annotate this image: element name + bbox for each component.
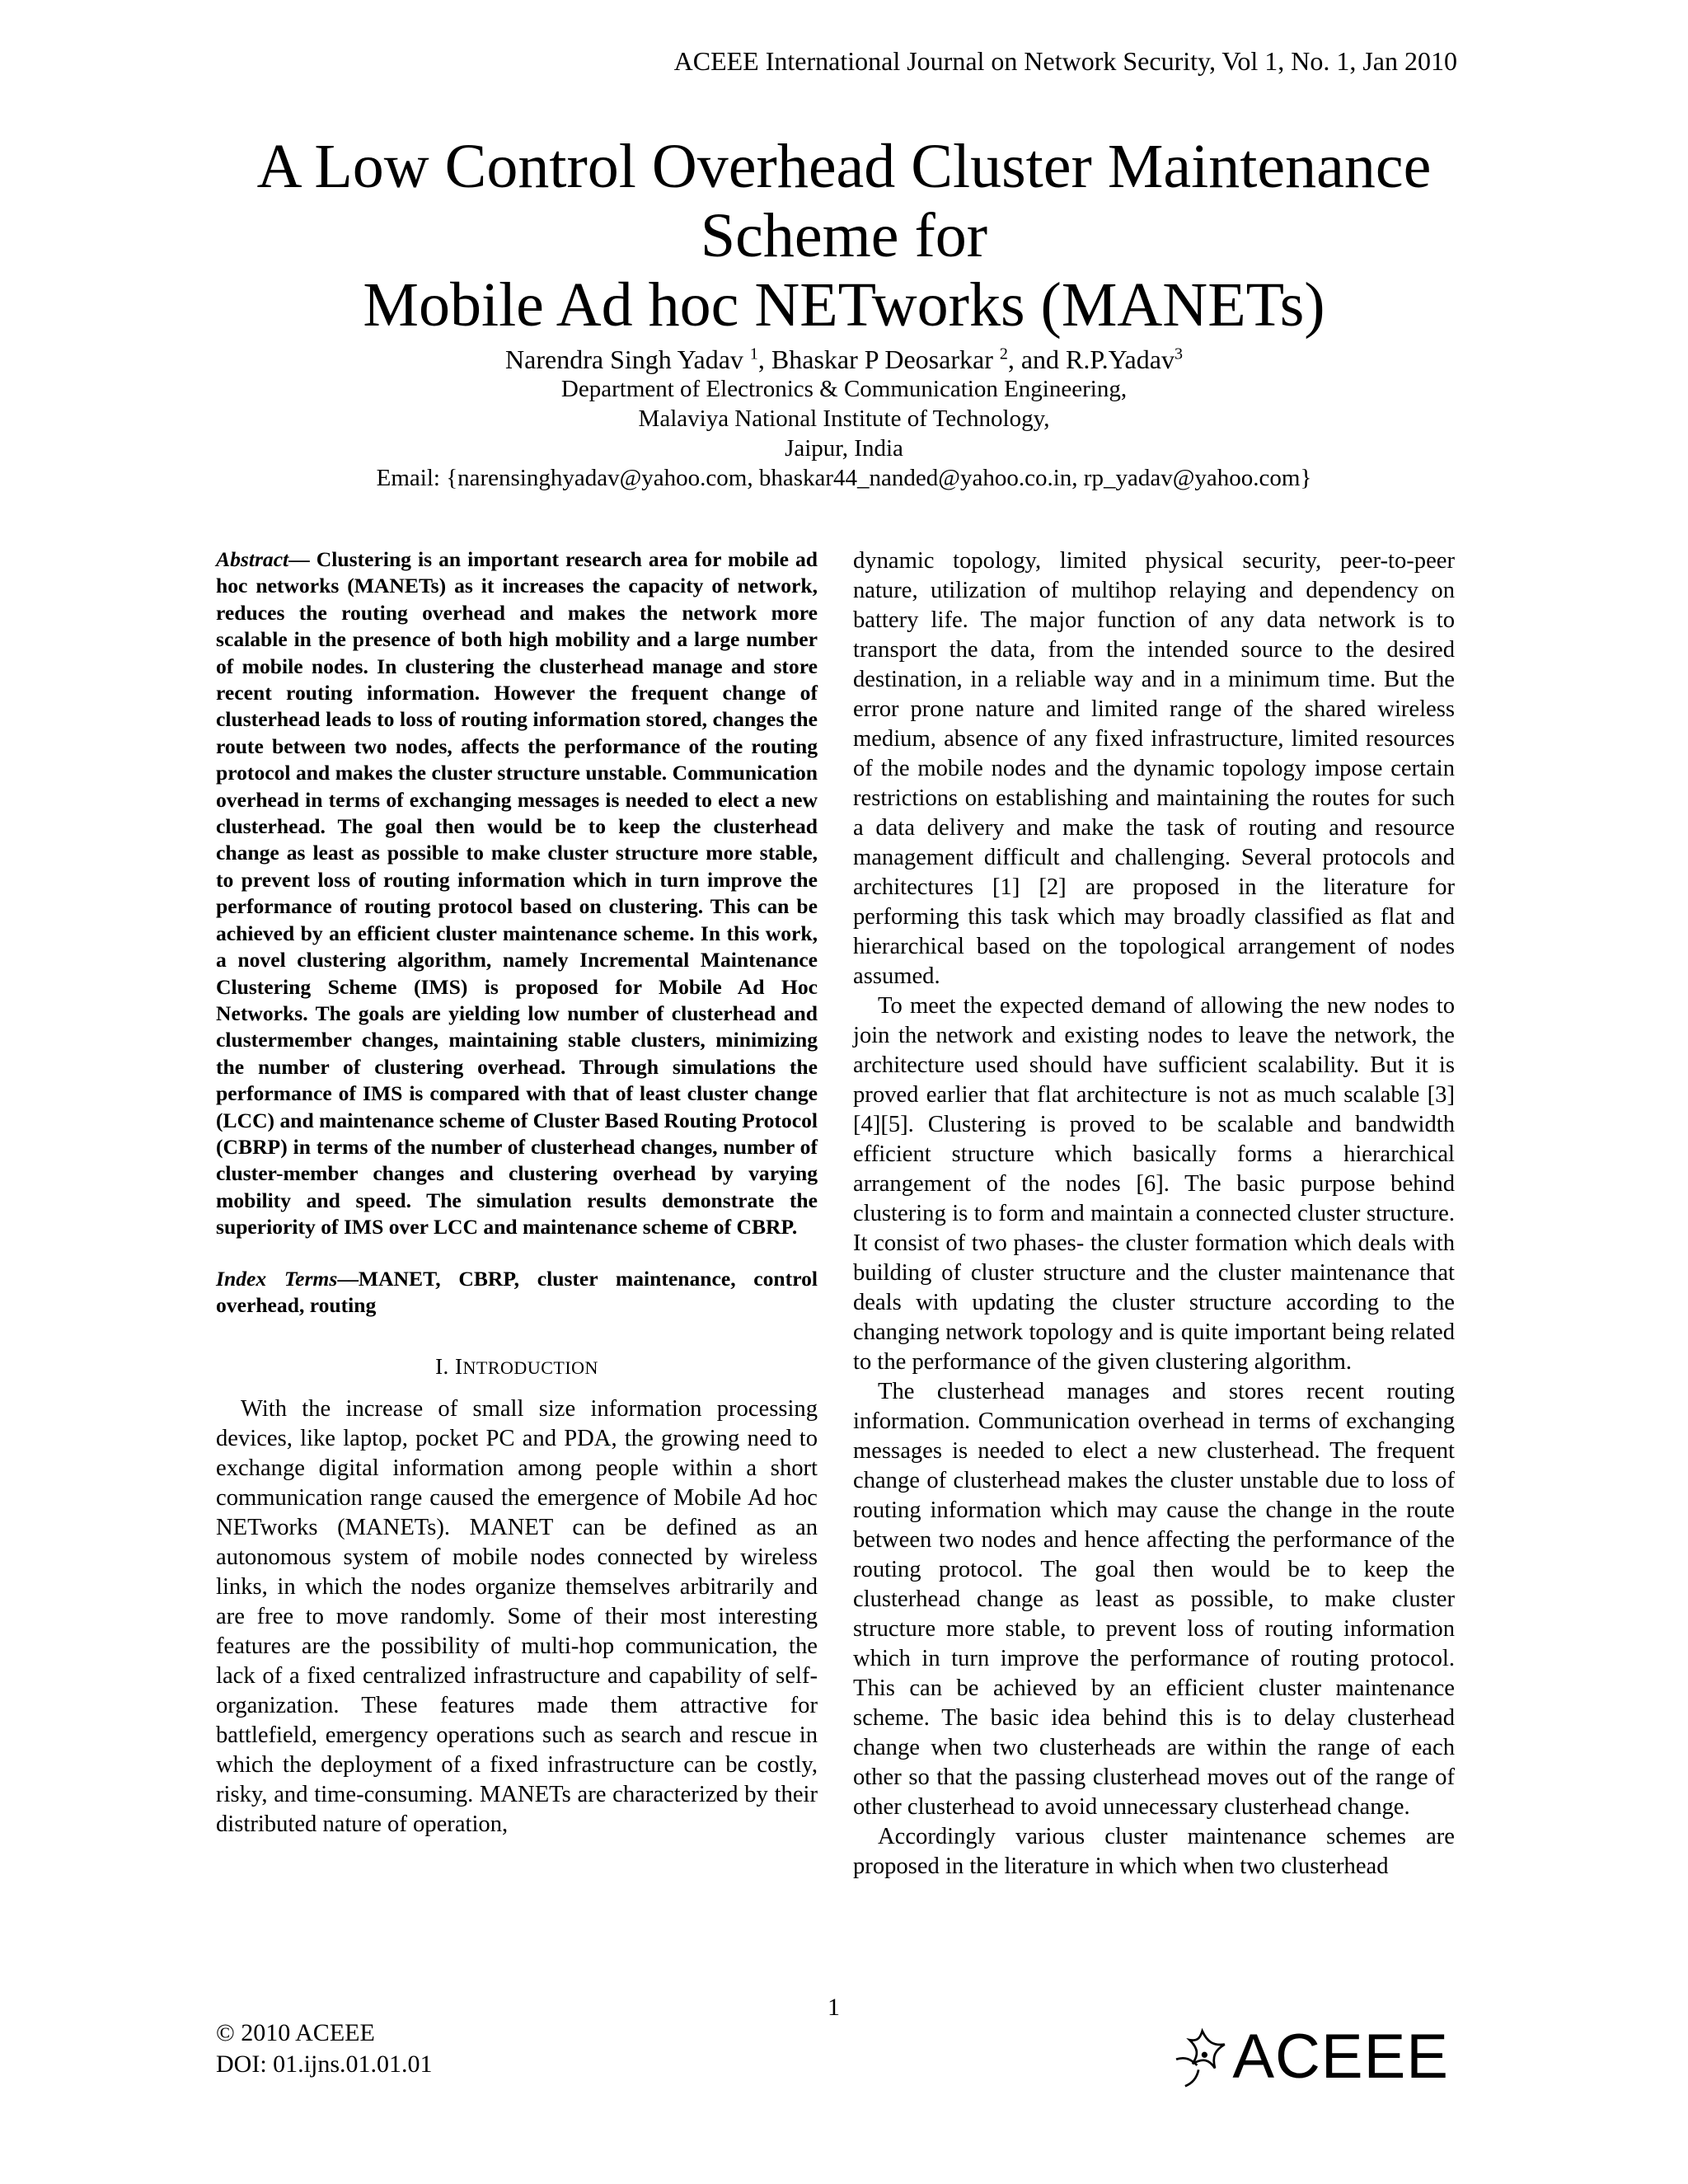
abstract-label: Abstract [216,547,289,571]
author-emails: Email: {narensinghyadav@yahoo.com, bhaskar44_nanded@yahoo.co.in, rp_yadav@yahoo.com} [376,465,1312,491]
index-terms [216,1266,818,1319]
author-3: , and R.P.Yadav [1007,344,1175,374]
abstract-text: Clustering is an important research area for mobile ad hoc networks (MANETs) as it increases the capacity of network, reduces the routing overhead and makes the network more scalable in the presence of both high mobility and a large number of mobile nodes. In clustering the clusterhead manage and store recent routing information. However the frequent change of clusterhead leads to loss of routing information stored, changes the route between two nodes, affects the performance of the routing protocol and makes the cluster structure unstable. Communication overhead in terms of exchanging messages is needed to elect a new clusterhead. The goal then would be to keep the clusterhead change as least as possible to make cluster structure more stable, to prevent loss of routing information which in turn improve the performance of routing protocol based on clustering. This can be achieved by an efficient cluster maintenance scheme. In this work, a novel clustering algorithm, namely Incremental Maintenance Clustering Scheme (IMS) is proposed for Mobile Ad Hoc Networks. The goals are yielding low number of clusterhead and clustermember changes, maintaining stable clusters, minimizing the number of clustering overhead. Through simulations the performance of IMS is compared with that of least cluster change (LCC) and maintenance scheme of Cluster Based Routing Protocol (CBRP) in terms of the number of clusterhead changes, number of cluster-member changes and clustering overhead by varying mobility and speed. The simulation results demonstrate the superiority of IMS over LCC and maintenance scheme of CBRP. [216,547,818,1240]
abstract-dash: — [288,547,316,571]
paper-title-line-2: Scheme for [700,201,988,270]
author-3-affil: 3 [1174,344,1183,363]
section-heading-numeral: I. I [435,1354,463,1380]
aceee-logo [1169,2018,1449,2097]
author-1-affil: 1 [749,344,758,363]
logo-text: ACEEE [1232,2022,1449,2092]
section-heading-rest: NTRODUCTION [462,1357,598,1379]
left-column [216,546,818,1840]
journal-header: ACEEE International Journal on Network Security, Vol 1, No. 1, Jan 2010 [673,46,1457,76]
affiliation-dept: Department of Electronics & Communication Engineering, [560,376,1128,402]
index-terms-label: Index Terms [216,1266,338,1291]
section-heading-introduction [216,1352,818,1383]
title-block [0,132,1688,493]
intro-paragraph-1-cont: dynamic topology, limited physical security, peer-to-peer nature, utilization of multihop relaying and dependency on battery life. The major function of any data network is to transport the data, from the intended source to the desired destination, in a reliable way and in a minimum time. But the error prone nature and limited range of the shared wireless medium, absence of any fixed infrastructure, limited resources of the mobile nodes and the dynamic topology impose certain restrictions on establishing and maintaining the routes for such a data delivery and make the task of routing and resource management difficult and challenging. Several protocols and architectures [1] [2] are proposed in the literature for performing this task which may broadly classified as flat and hierarchical based on the topological arrangement of nodes assumed. [853,548,1455,989]
intro-paragraph-1: With the increase of small size information processing devices, like laptop, pocket PC and PDA, the growing need to exchange digital information among people within a short communication range caused the emergence of Mobile Ad hoc NETworks (MANETs). MANET can be defined as an autonomous system of mobile nodes connected by wireless links, in which the nodes organize themselves arbitrarily and are free to move randomly. Some of their most interesting features are the possibility of multi-hop communication, the lack of a fixed centralized infrastructure and capability of self-organization. These features made them attractive for battlefield, emergency operations such as search and rescue in which the deployment of a fixed infrastructure can be costly, risky, and time-consuming. MANETs are characterized by their distributed nature of operation, [216,1396,818,1838]
author-1: Narendra Singh Yadav [505,344,750,374]
doi: DOI: 01.ijns.01.01.01 [216,2050,433,2078]
index-terms-text: —MANET, CBRP, cluster maintenance, control overhead, routing [216,1266,818,1317]
intro-paragraph-4: Accordingly various cluster maintenance schemes are proposed in the literature in which when two clusterhead [853,1824,1455,1879]
affiliation-institute: Malaviya National Institute of Technology, [638,405,1050,432]
abstract [216,546,818,1241]
aceee-swirl-icon [1169,2020,1236,2094]
intro-paragraph-3: The clusterhead manages and stores recent routing information. Communication overhead in terms of exchanging messages is needed to elect a new clusterhead. The frequent change of clusterhead makes the cluster unstable due to loss of routing information which may cause the change in the route between two nodes and hence affecting the performance of the routing protocol. The goal then would be to keep the clusterhead change as least as possible, to make cluster structure more stable, to prevent loss of routing information which in turn improve the performance of routing protocol. This can be achieved by an efficient cluster maintenance scheme. The basic idea behind this is to delay clusterhead change when two clusterheads are within the range of each other so that the passing clusterhead moves out of the range of other clusterhead to avoid unnecessary clusterhead change. [853,1379,1455,1820]
copyright: © 2010 ACEEE [216,2019,375,2046]
affiliation-city: Jaipur, India [785,435,903,462]
paper-title-line-1: A Low Control Overhead Cluster Maintenance [256,132,1432,201]
authors [0,344,1688,374]
author-2: , Bhaskar P Deosarkar [757,344,1000,374]
intro-paragraph-2: To meet the expected demand of allowing the new nodes to join the network and existing nodes to leave the network, the architecture used should have sufficient scalability. But it is proved earlier that flat architecture is not as much scalable [3][4][5]. Clustering is proved to be scalable and bandwidth efficient structure which basically forms a hierarchical arrangement of the nodes [6]. The basic purpose behind clustering is to form and maintain a connected cluster structure. It consist of two phases- the cluster formation which deals with building of cluster structure and the cluster maintenance that deals with updating the cluster structure according to the changing network topology and is quite important being related to the performance of the given clustering algorithm. [853,993,1455,1375]
page-number: 1 [828,1994,840,2021]
right-column [853,546,1455,1882]
paper-title-line-3: Mobile Ad hoc NETworks (MANETs) [363,270,1325,340]
footer-left [216,2018,433,2080]
author-2-affil: 2 [999,344,1008,363]
